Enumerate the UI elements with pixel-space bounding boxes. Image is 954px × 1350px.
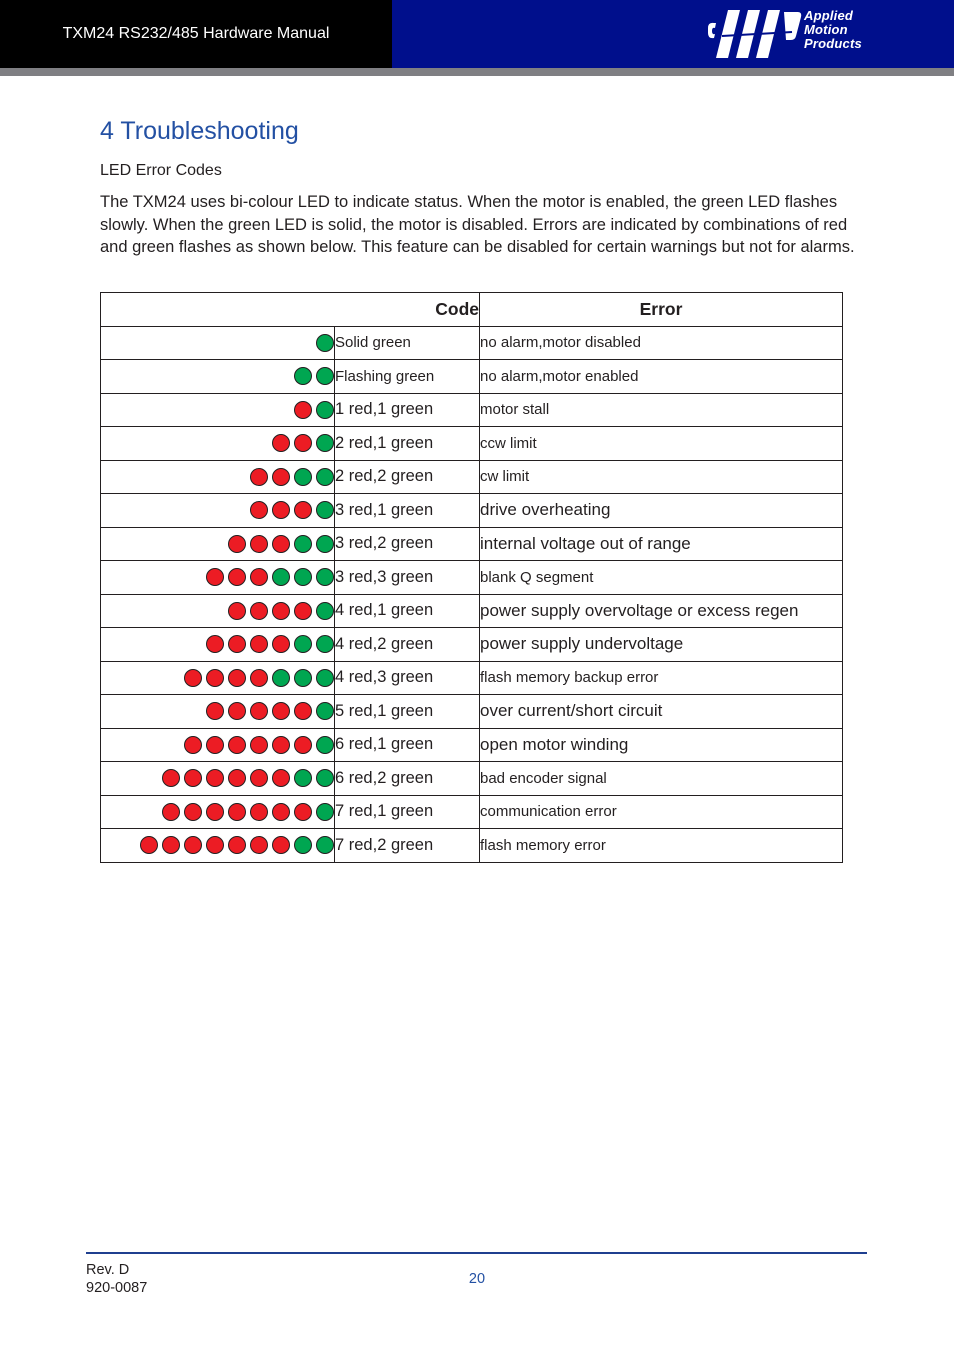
green-led-icon xyxy=(316,635,334,653)
error-description: power supply undervoltage xyxy=(480,628,843,662)
code-label: 4 red,3 green xyxy=(335,661,480,695)
led-pattern xyxy=(101,561,335,595)
green-led-icon xyxy=(316,769,334,787)
error-description: ccw limit xyxy=(480,427,843,461)
red-led-icon xyxy=(272,468,290,486)
red-led-icon xyxy=(250,602,268,620)
red-led-icon xyxy=(184,736,202,754)
red-led-icon xyxy=(294,501,312,519)
led-pattern xyxy=(101,527,335,561)
green-led-icon xyxy=(272,568,290,586)
red-led-icon xyxy=(206,803,224,821)
green-led-icon xyxy=(294,535,312,553)
led-pattern xyxy=(101,762,335,796)
section-subtitle: LED Error Codes xyxy=(100,162,222,179)
table-body xyxy=(101,326,843,862)
red-led-icon xyxy=(250,669,268,687)
table-row xyxy=(101,728,843,762)
code-label: 2 red,1 green xyxy=(335,427,480,461)
code-label: 3 red,2 green xyxy=(335,527,480,561)
green-led-icon xyxy=(316,669,334,687)
led-pattern xyxy=(101,360,335,394)
red-led-icon xyxy=(272,501,290,519)
table-row xyxy=(101,561,843,595)
green-led-icon xyxy=(316,367,334,385)
error-description: no alarm,motor enabled xyxy=(480,360,843,394)
led-pattern xyxy=(101,628,335,662)
table-row xyxy=(101,628,843,662)
red-led-icon xyxy=(228,836,246,854)
footer-divider xyxy=(86,1252,867,1254)
red-led-icon xyxy=(206,669,224,687)
page-number: 20 xyxy=(468,1271,486,1287)
red-led-icon xyxy=(272,535,290,553)
red-led-icon xyxy=(206,769,224,787)
red-led-icon xyxy=(228,635,246,653)
red-led-icon xyxy=(294,803,312,821)
company-logo xyxy=(706,6,876,62)
red-led-icon xyxy=(184,769,202,787)
green-led-icon xyxy=(294,836,312,854)
code-label: 4 red,2 green xyxy=(335,628,480,662)
red-led-icon xyxy=(250,736,268,754)
table-row xyxy=(101,661,843,695)
red-led-icon xyxy=(228,702,246,720)
code-label: 4 red,1 green xyxy=(335,594,480,628)
red-led-icon xyxy=(294,702,312,720)
error-description: drive overheating xyxy=(480,494,843,528)
red-led-icon xyxy=(184,803,202,821)
code-label: 5 red,1 green xyxy=(335,695,480,729)
green-led-icon xyxy=(316,602,334,620)
led-error-codes-table xyxy=(100,292,843,863)
code-label: 7 red,2 green xyxy=(335,829,480,863)
led-pattern xyxy=(101,795,335,829)
led-pattern xyxy=(101,728,335,762)
red-led-icon xyxy=(272,769,290,787)
red-led-icon xyxy=(294,434,312,452)
code-label: 3 red,1 green xyxy=(335,494,480,528)
code-label: Solid green xyxy=(335,326,480,360)
led-pattern xyxy=(101,594,335,628)
red-led-icon xyxy=(250,769,268,787)
green-led-icon xyxy=(294,669,312,687)
green-led-icon xyxy=(316,468,334,486)
code-label: 6 red,2 green xyxy=(335,762,480,796)
code-label: 3 red,3 green xyxy=(335,561,480,595)
error-description: flash memory backup error xyxy=(480,661,843,695)
table-row xyxy=(101,795,843,829)
green-led-icon xyxy=(316,736,334,754)
red-led-icon xyxy=(250,702,268,720)
error-description: over current/short circuit xyxy=(480,695,843,729)
green-led-icon xyxy=(294,635,312,653)
error-description: blank Q segment xyxy=(480,561,843,595)
revision-label: Rev. D xyxy=(86,1262,130,1278)
table-row xyxy=(101,326,843,360)
red-led-icon xyxy=(272,635,290,653)
red-led-icon xyxy=(272,836,290,854)
red-led-icon xyxy=(140,836,158,854)
red-led-icon xyxy=(228,568,246,586)
table-row xyxy=(101,762,843,796)
red-led-icon xyxy=(250,635,268,653)
led-pattern xyxy=(101,829,335,863)
manual-title: TXM24 RS232/485 Hardware Manual xyxy=(62,25,330,42)
green-led-icon xyxy=(316,535,334,553)
green-led-icon xyxy=(316,334,334,352)
document-number: 920-0087 xyxy=(86,1279,148,1296)
green-led-icon xyxy=(316,501,334,519)
red-led-icon xyxy=(250,535,268,553)
error-description: open motor winding xyxy=(480,728,843,762)
error-description: motor stall xyxy=(480,393,843,427)
red-led-icon xyxy=(162,803,180,821)
logo-coil-icon xyxy=(706,6,802,62)
code-label: 7 red,1 green xyxy=(335,795,480,829)
red-led-icon xyxy=(228,803,246,821)
green-led-icon xyxy=(294,769,312,787)
table-row xyxy=(101,527,843,561)
table-row xyxy=(101,829,843,863)
green-led-icon xyxy=(294,468,312,486)
red-led-icon xyxy=(250,568,268,586)
code-label: Flashing green xyxy=(335,360,480,394)
led-pattern xyxy=(101,427,335,461)
error-description: power supply overvoltage or excess regen xyxy=(480,594,843,628)
led-pattern xyxy=(101,326,335,360)
error-description: flash memory error xyxy=(480,829,843,863)
error-description: no alarm,motor disabled xyxy=(480,326,843,360)
red-led-icon xyxy=(294,401,312,419)
red-led-icon xyxy=(272,434,290,452)
error-column-header: Error xyxy=(480,293,843,327)
red-led-icon xyxy=(272,702,290,720)
green-led-icon xyxy=(316,401,334,419)
section-title: 4 Troubleshooting xyxy=(100,117,299,145)
table-row xyxy=(101,393,843,427)
red-led-icon xyxy=(250,803,268,821)
error-description: bad encoder signal xyxy=(480,762,843,796)
table-row xyxy=(101,494,843,528)
green-led-icon xyxy=(316,836,334,854)
red-led-icon xyxy=(250,836,268,854)
green-led-icon xyxy=(294,367,312,385)
red-led-icon xyxy=(206,568,224,586)
red-led-icon xyxy=(184,669,202,687)
table-row xyxy=(101,360,843,394)
red-led-icon xyxy=(272,803,290,821)
green-led-icon xyxy=(294,568,312,586)
led-pattern xyxy=(101,494,335,528)
led-pattern xyxy=(101,460,335,494)
red-led-icon xyxy=(294,736,312,754)
red-led-icon xyxy=(228,769,246,787)
intro-paragraph: The TXM24 uses bi-colour LED to indicate status. When the motor is enabled, the green LED flashes slowly. When the green LED is solid, the motor is disabled. Errors are indicated by combinations of red and green flashes as shown below. This feature can be disabled for certain warnings but not for alarms. xyxy=(100,193,855,257)
red-led-icon xyxy=(206,736,224,754)
code-column-header: Code xyxy=(101,293,480,327)
error-description: communication error xyxy=(480,795,843,829)
red-led-icon xyxy=(206,836,224,854)
led-pattern xyxy=(101,393,335,427)
green-led-icon xyxy=(272,669,290,687)
red-led-icon xyxy=(162,836,180,854)
red-led-icon xyxy=(184,836,202,854)
error-description: internal voltage out of range xyxy=(480,527,843,561)
red-led-icon xyxy=(272,736,290,754)
header-divider xyxy=(0,68,954,76)
code-label: 2 red,2 green xyxy=(335,460,480,494)
code-label: 1 red,1 green xyxy=(335,393,480,427)
code-label: 6 red,1 green xyxy=(335,728,480,762)
red-led-icon xyxy=(228,669,246,687)
red-led-icon xyxy=(228,602,246,620)
header-title-bar xyxy=(0,0,392,68)
red-led-icon xyxy=(228,535,246,553)
table-row xyxy=(101,427,843,461)
green-led-icon xyxy=(316,568,334,586)
red-led-icon xyxy=(294,602,312,620)
green-led-icon xyxy=(316,702,334,720)
error-description: cw limit xyxy=(480,460,843,494)
red-led-icon xyxy=(206,635,224,653)
red-led-icon xyxy=(206,702,224,720)
led-pattern xyxy=(101,695,335,729)
led-pattern xyxy=(101,661,335,695)
red-led-icon xyxy=(250,468,268,486)
logo-wordmark: Applied Motion Products xyxy=(804,8,862,51)
red-led-icon xyxy=(228,736,246,754)
green-led-icon xyxy=(316,803,334,821)
green-led-icon xyxy=(316,434,334,452)
red-led-icon xyxy=(162,769,180,787)
red-led-icon xyxy=(272,602,290,620)
table-row xyxy=(101,460,843,494)
table-row xyxy=(101,695,843,729)
table-row xyxy=(101,594,843,628)
table-header-row xyxy=(101,293,843,327)
red-led-icon xyxy=(250,501,268,519)
